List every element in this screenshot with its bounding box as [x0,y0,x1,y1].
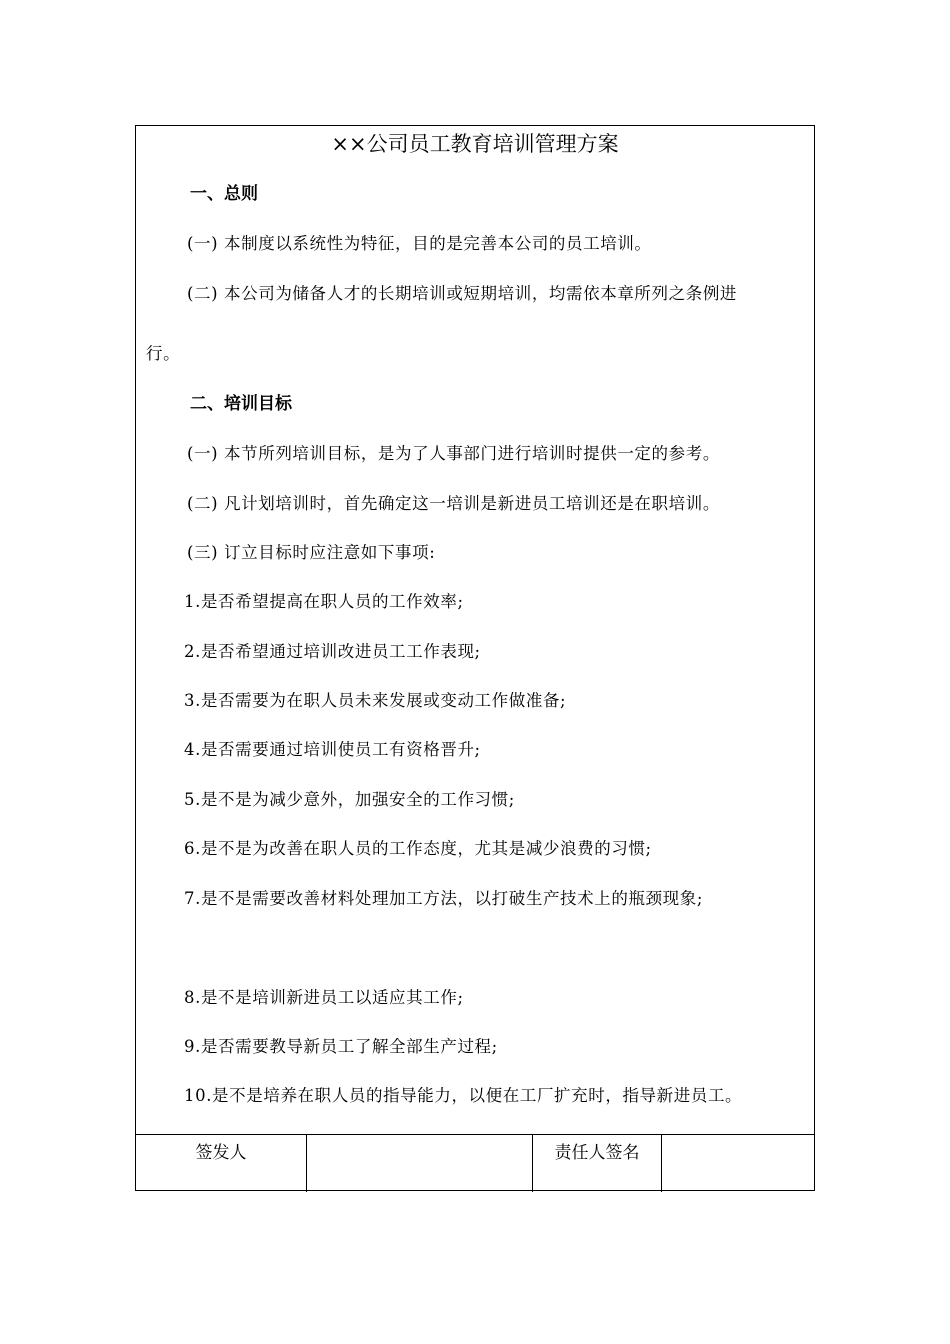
list-item: 4.是否需要通过培训使员工有资格晋升; [184,740,481,759]
paragraph: (三) 订立目标时应注意如下事项: [187,543,436,562]
list-item: 7.是不是需要改善材料处理加工方法，以打破生产技术上的瓶颈现象; [184,889,704,908]
paragraph: (二) 本公司为储备人才的长期培训或短期培训，均需依本章所列之条例进 [187,284,738,303]
list-item: 9.是否需要教导新员工了解全部生产过程; [184,1037,498,1056]
list-item: 3.是否需要为在职人员未来发展或变动工作做准备; [184,691,567,710]
paragraph: (二) 凡计划培训时，首先确定这一培训是新进员工培训还是在职培训。 [187,494,720,513]
signature-row [136,1134,814,1192]
document-frame [135,125,815,1191]
section-heading-general: 一、总则 [190,184,258,204]
list-item: 6.是不是为改善在职人员的工作态度，尤其是减少浪费的习惯; [184,839,652,858]
list-item: 5.是不是为减少意外，加强安全的工作习惯; [184,790,515,809]
responsible-signature-field[interactable] [661,1135,814,1192]
issuer-label-cell [136,1135,306,1192]
list-item: 2.是否希望通过培训改进员工工作表现; [184,642,481,661]
section-heading-goals: 二、培训目标 [190,394,292,414]
document-title: ××公司员工教育培训管理方案 [331,132,619,156]
paragraph: (一) 本节所列培训目标，是为了人事部门进行培训时提供一定的参考。 [187,444,720,463]
issuer-label: 签发人 [195,1143,247,1163]
paragraph-continuation: 行。 [146,344,181,363]
paragraph: (一) 本制度以系统性为特征，目的是完善本公司的员工培训。 [187,234,652,253]
list-item: 10.是不是培养在职人员的指导能力，以便在工厂扩充时，指导新进员工。 [184,1086,743,1105]
list-item: 1.是否希望提高在职人员的工作效率; [184,592,464,611]
responsible-label-cell [532,1135,661,1192]
issuer-signature-field[interactable] [306,1135,532,1192]
responsible-label: 责任人签名 [554,1143,640,1163]
list-item: 8.是不是培训新进员工以适应其工作; [184,988,464,1007]
